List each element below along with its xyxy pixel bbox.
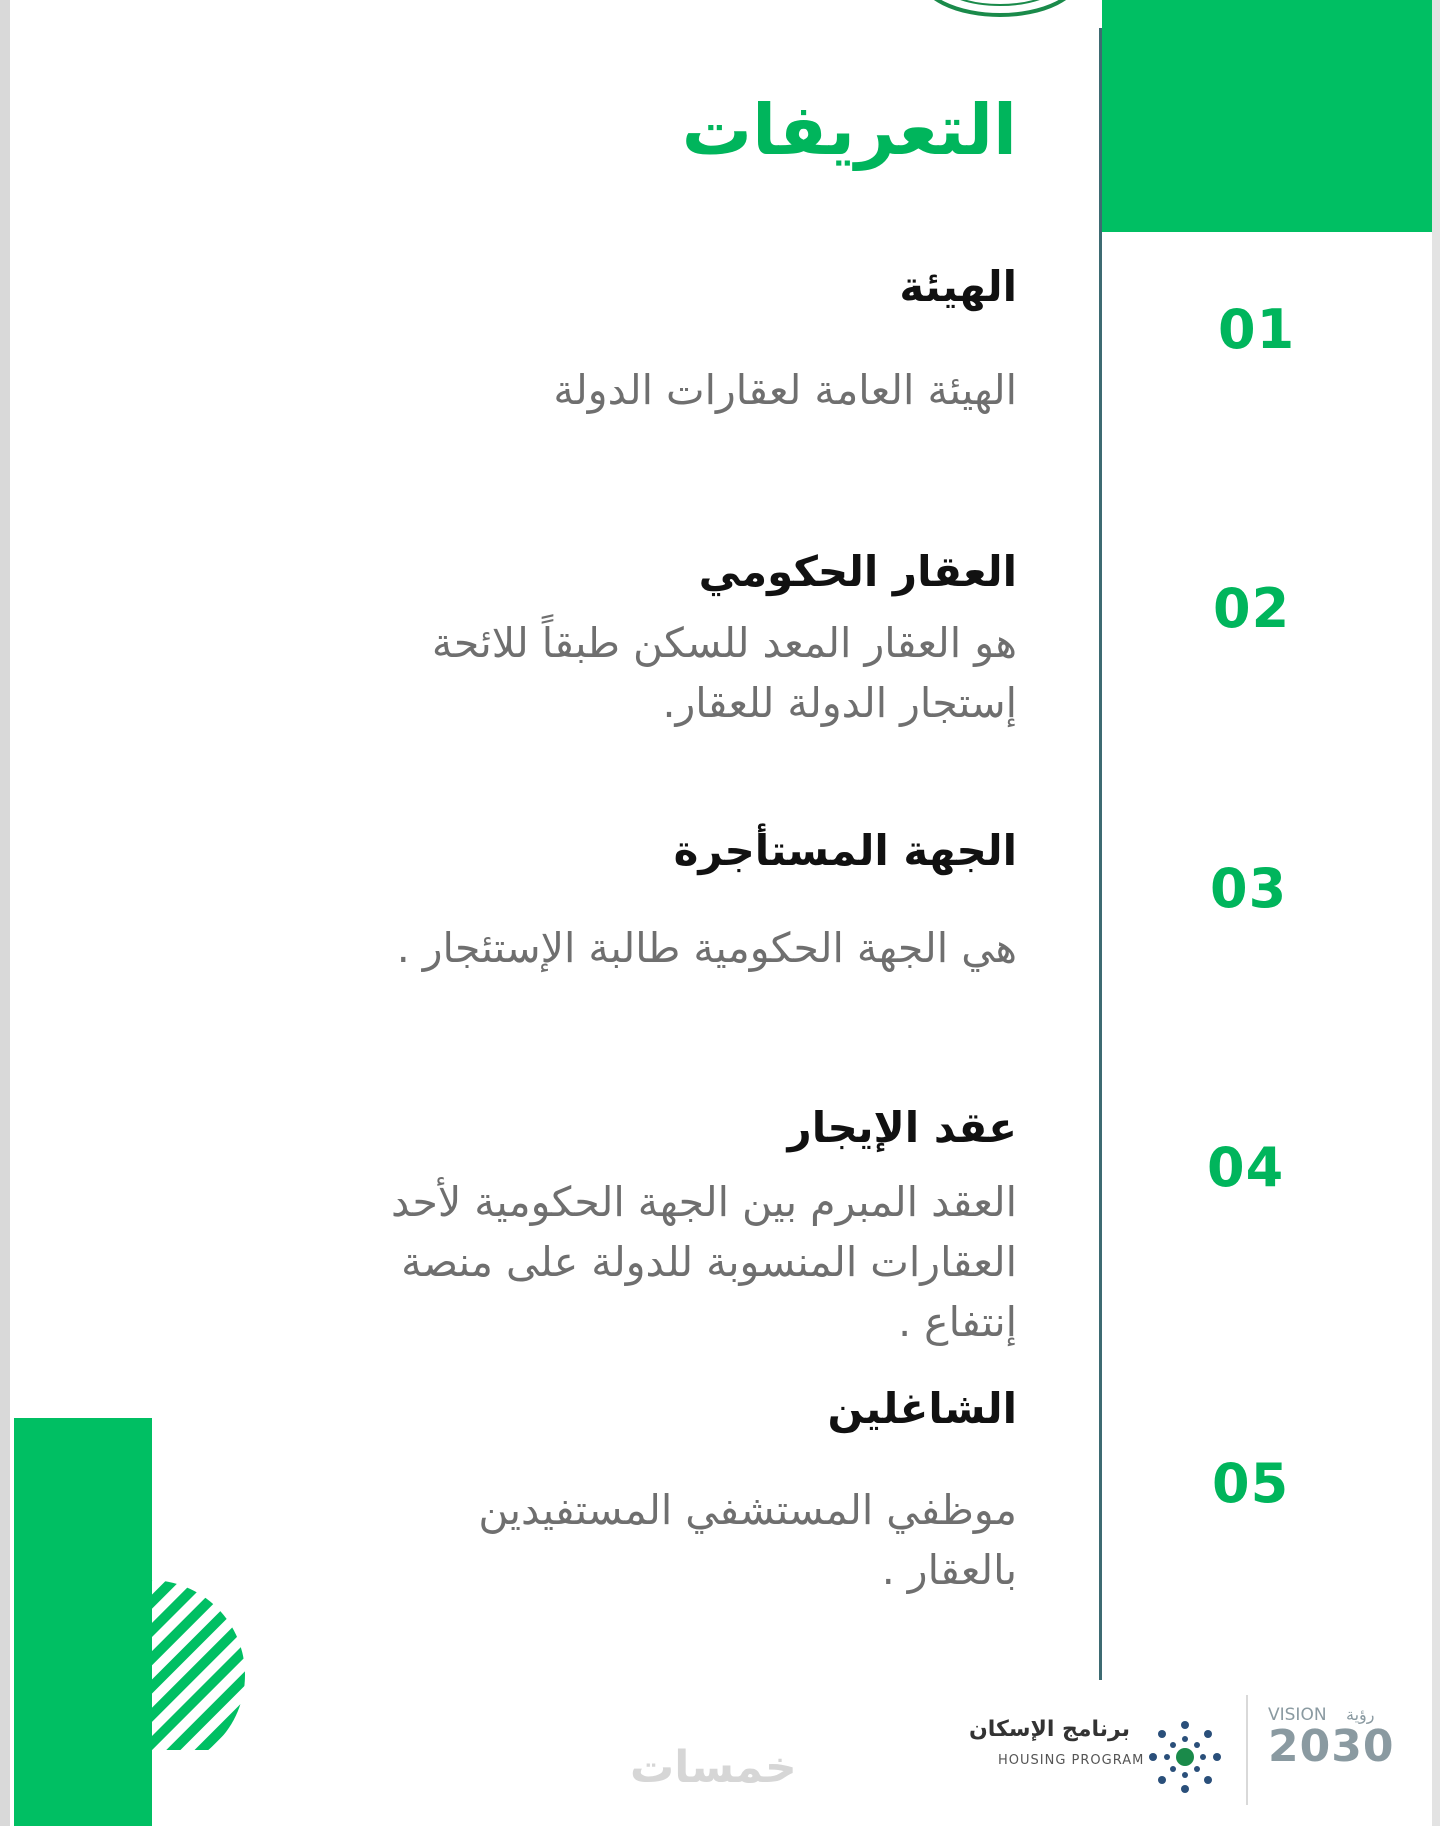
term-definition-02: هو العقار المعد للسكن طبقاً للائحة إستجار الدولة للعقار. xyxy=(431,619,1017,727)
page-edge-right xyxy=(1432,0,1440,1826)
vision-arabic: رؤية xyxy=(1346,1705,1375,1724)
item-number-03: 03 xyxy=(1210,857,1288,920)
emblem-icon xyxy=(900,0,1100,20)
item-number-01: 01 xyxy=(1218,298,1296,361)
footer-logos xyxy=(969,1695,1410,1805)
striped-circle-decoration xyxy=(110,1580,260,1750)
term-definition-03: هي الجهة الحكومية طالبة الإستئجار . xyxy=(396,924,1017,972)
page-edge-left xyxy=(0,0,10,1826)
housing-program-english: HOUSING PROGRAM xyxy=(998,1753,1145,1768)
term-definition-04: العقد المبرم بين الجهة الحكومية لأحد العقارات المنسوبة للدولة على منصة إنتفاع . xyxy=(390,1178,1017,1346)
term-title-01: الهيئة xyxy=(899,262,1017,311)
header-green-block xyxy=(1102,0,1432,232)
watermark: خمسات xyxy=(630,1742,797,1793)
term-title-04: عقد الإيجار xyxy=(787,1103,1017,1152)
page-title: التعريفات xyxy=(681,89,1017,171)
term-title-02: العقار الحكومي xyxy=(698,547,1017,596)
vertical-divider xyxy=(1099,28,1102,1680)
vision-year: 2030 xyxy=(1268,1721,1395,1772)
term-definition-01: الهيئة العامة لعقارات الدولة xyxy=(553,366,1017,414)
vision-label: VISION xyxy=(1268,1705,1327,1725)
term-title-05: الشاغلين xyxy=(827,1384,1017,1433)
item-number-04: 04 xyxy=(1207,1136,1285,1199)
item-number-02: 02 xyxy=(1213,577,1291,640)
item-number-05: 05 xyxy=(1212,1452,1290,1515)
housing-star-icon xyxy=(1145,1717,1225,1797)
logo-separator xyxy=(1246,1695,1248,1805)
housing-program-logo xyxy=(969,1717,1225,1787)
term-title-03: الجهة المستأجرة xyxy=(673,826,1017,875)
vision-2030-logo xyxy=(1268,1705,1408,1795)
housing-program-arabic: برنامج الإسكان xyxy=(969,1717,1130,1742)
term-definition-05: موظفي المستشفي المستفيدين بالعقار . xyxy=(478,1486,1017,1594)
